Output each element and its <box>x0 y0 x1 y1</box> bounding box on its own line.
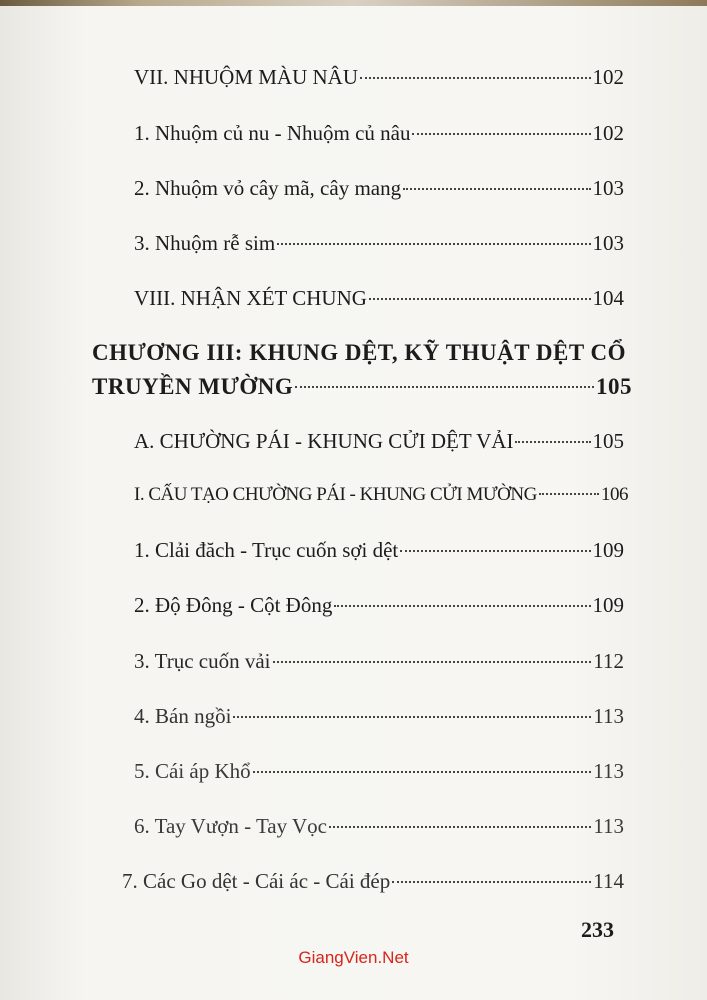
toc-entry-i-6 <box>134 813 624 839</box>
toc-entry-page: 106 <box>601 484 628 505</box>
toc-entry-i-7 <box>122 868 624 894</box>
toc-entry-label: 3. Trục cuốn vải <box>134 649 271 673</box>
toc-entry-i-5 <box>134 758 624 784</box>
toc-entry-i-3 <box>134 648 624 674</box>
toc-entry-page: 105 <box>592 429 624 453</box>
chapter-title-line2-row <box>92 372 632 402</box>
toc-entry-i-1 <box>134 537 624 563</box>
toc-entry-label: A. CHƯỜNG PÁI - KHUNG CỬI DỆT VẢI <box>134 429 514 453</box>
toc-entry-page: 104 <box>592 286 624 310</box>
chapter-title-line1: CHƯƠNG III: KHUNG DỆT, KỸ THUẬT DỆT CỔ <box>92 340 627 365</box>
page-top-edge <box>0 0 707 6</box>
dot-leader <box>400 550 590 552</box>
toc-entry-label: 6. Tay Vượn - Tay Vọc <box>134 814 327 838</box>
toc-entry-viii <box>134 285 624 311</box>
toc-entry-label: 7. Các Go dệt - Cái ác - Cái đép <box>122 869 391 893</box>
dot-leader <box>277 243 590 245</box>
chapter-title-line2: TRUYỀN MƯỜNG <box>92 374 294 399</box>
dot-leader <box>295 386 594 388</box>
toc-entry-page: 102 <box>592 65 624 89</box>
page-number: 233 <box>581 917 614 942</box>
dot-leader <box>539 493 599 495</box>
toc-entry-label: 5. Cái áp Khổ <box>134 759 251 783</box>
dot-leader <box>233 716 591 718</box>
toc-entry-label: VIII. NHẬN XÉT CHUNG <box>134 286 367 310</box>
toc-entry-vii-1 <box>134 120 624 146</box>
toc-entry-label: 3. Nhuộm rễ sim <box>134 231 276 255</box>
dot-leader <box>360 77 591 79</box>
toc-entry-vii-3 <box>134 230 624 256</box>
toc-entry-i-4 <box>134 703 624 729</box>
dot-leader <box>253 771 592 773</box>
toc-entry-label: VII. NHUỘM MÀU NÂU <box>134 65 358 89</box>
toc-entry-page: 109 <box>592 538 624 562</box>
toc-entry-i-2 <box>134 592 624 618</box>
watermark-text: GiangVien.Net <box>298 948 409 967</box>
toc-entry-page: 114 <box>593 869 624 893</box>
toc-entry-page: 113 <box>593 759 624 783</box>
toc-entry-page: 103 <box>592 176 624 200</box>
toc-entry-label: 1. Nhuộm củ nu - Nhuộm củ nâu <box>134 121 411 145</box>
toc-entry-label: 2. Nhuộm vỏ cây mã, cây mang <box>134 176 402 200</box>
toc-entry-label: I. CẤU TẠO CHƯỜNG PÁI - KHUNG CỬI MƯỜNG <box>134 484 537 505</box>
toc-entry-page: 113 <box>593 704 624 728</box>
toc-entry-i <box>134 482 628 508</box>
dot-leader <box>412 133 590 135</box>
toc-entry-vii-2 <box>134 175 624 201</box>
dot-leader <box>392 881 591 883</box>
dot-leader <box>369 298 591 300</box>
dot-leader <box>403 188 590 190</box>
toc-entry-page: 112 <box>593 649 624 673</box>
dot-leader <box>329 826 591 828</box>
toc-entry-page: 103 <box>592 231 624 255</box>
toc-entry-a <box>134 428 624 454</box>
toc-chapter-iii <box>92 338 632 402</box>
toc-entry-page: 109 <box>592 593 624 617</box>
chapter-page: 105 <box>596 374 632 399</box>
toc-entry-page: 102 <box>592 121 624 145</box>
toc-entry-label: 2. Độ Đông - Cột Đông <box>134 593 333 617</box>
toc-entry-vii <box>134 64 624 90</box>
dot-leader <box>515 441 590 443</box>
dot-leader <box>273 661 592 663</box>
dot-leader <box>334 605 590 607</box>
toc-entry-label: 1. Clải đăch - Trục cuốn sợi dệt <box>134 538 399 562</box>
toc-entry-label: 4. Bán ngồi <box>134 704 232 728</box>
toc-entry-page: 113 <box>593 814 624 838</box>
